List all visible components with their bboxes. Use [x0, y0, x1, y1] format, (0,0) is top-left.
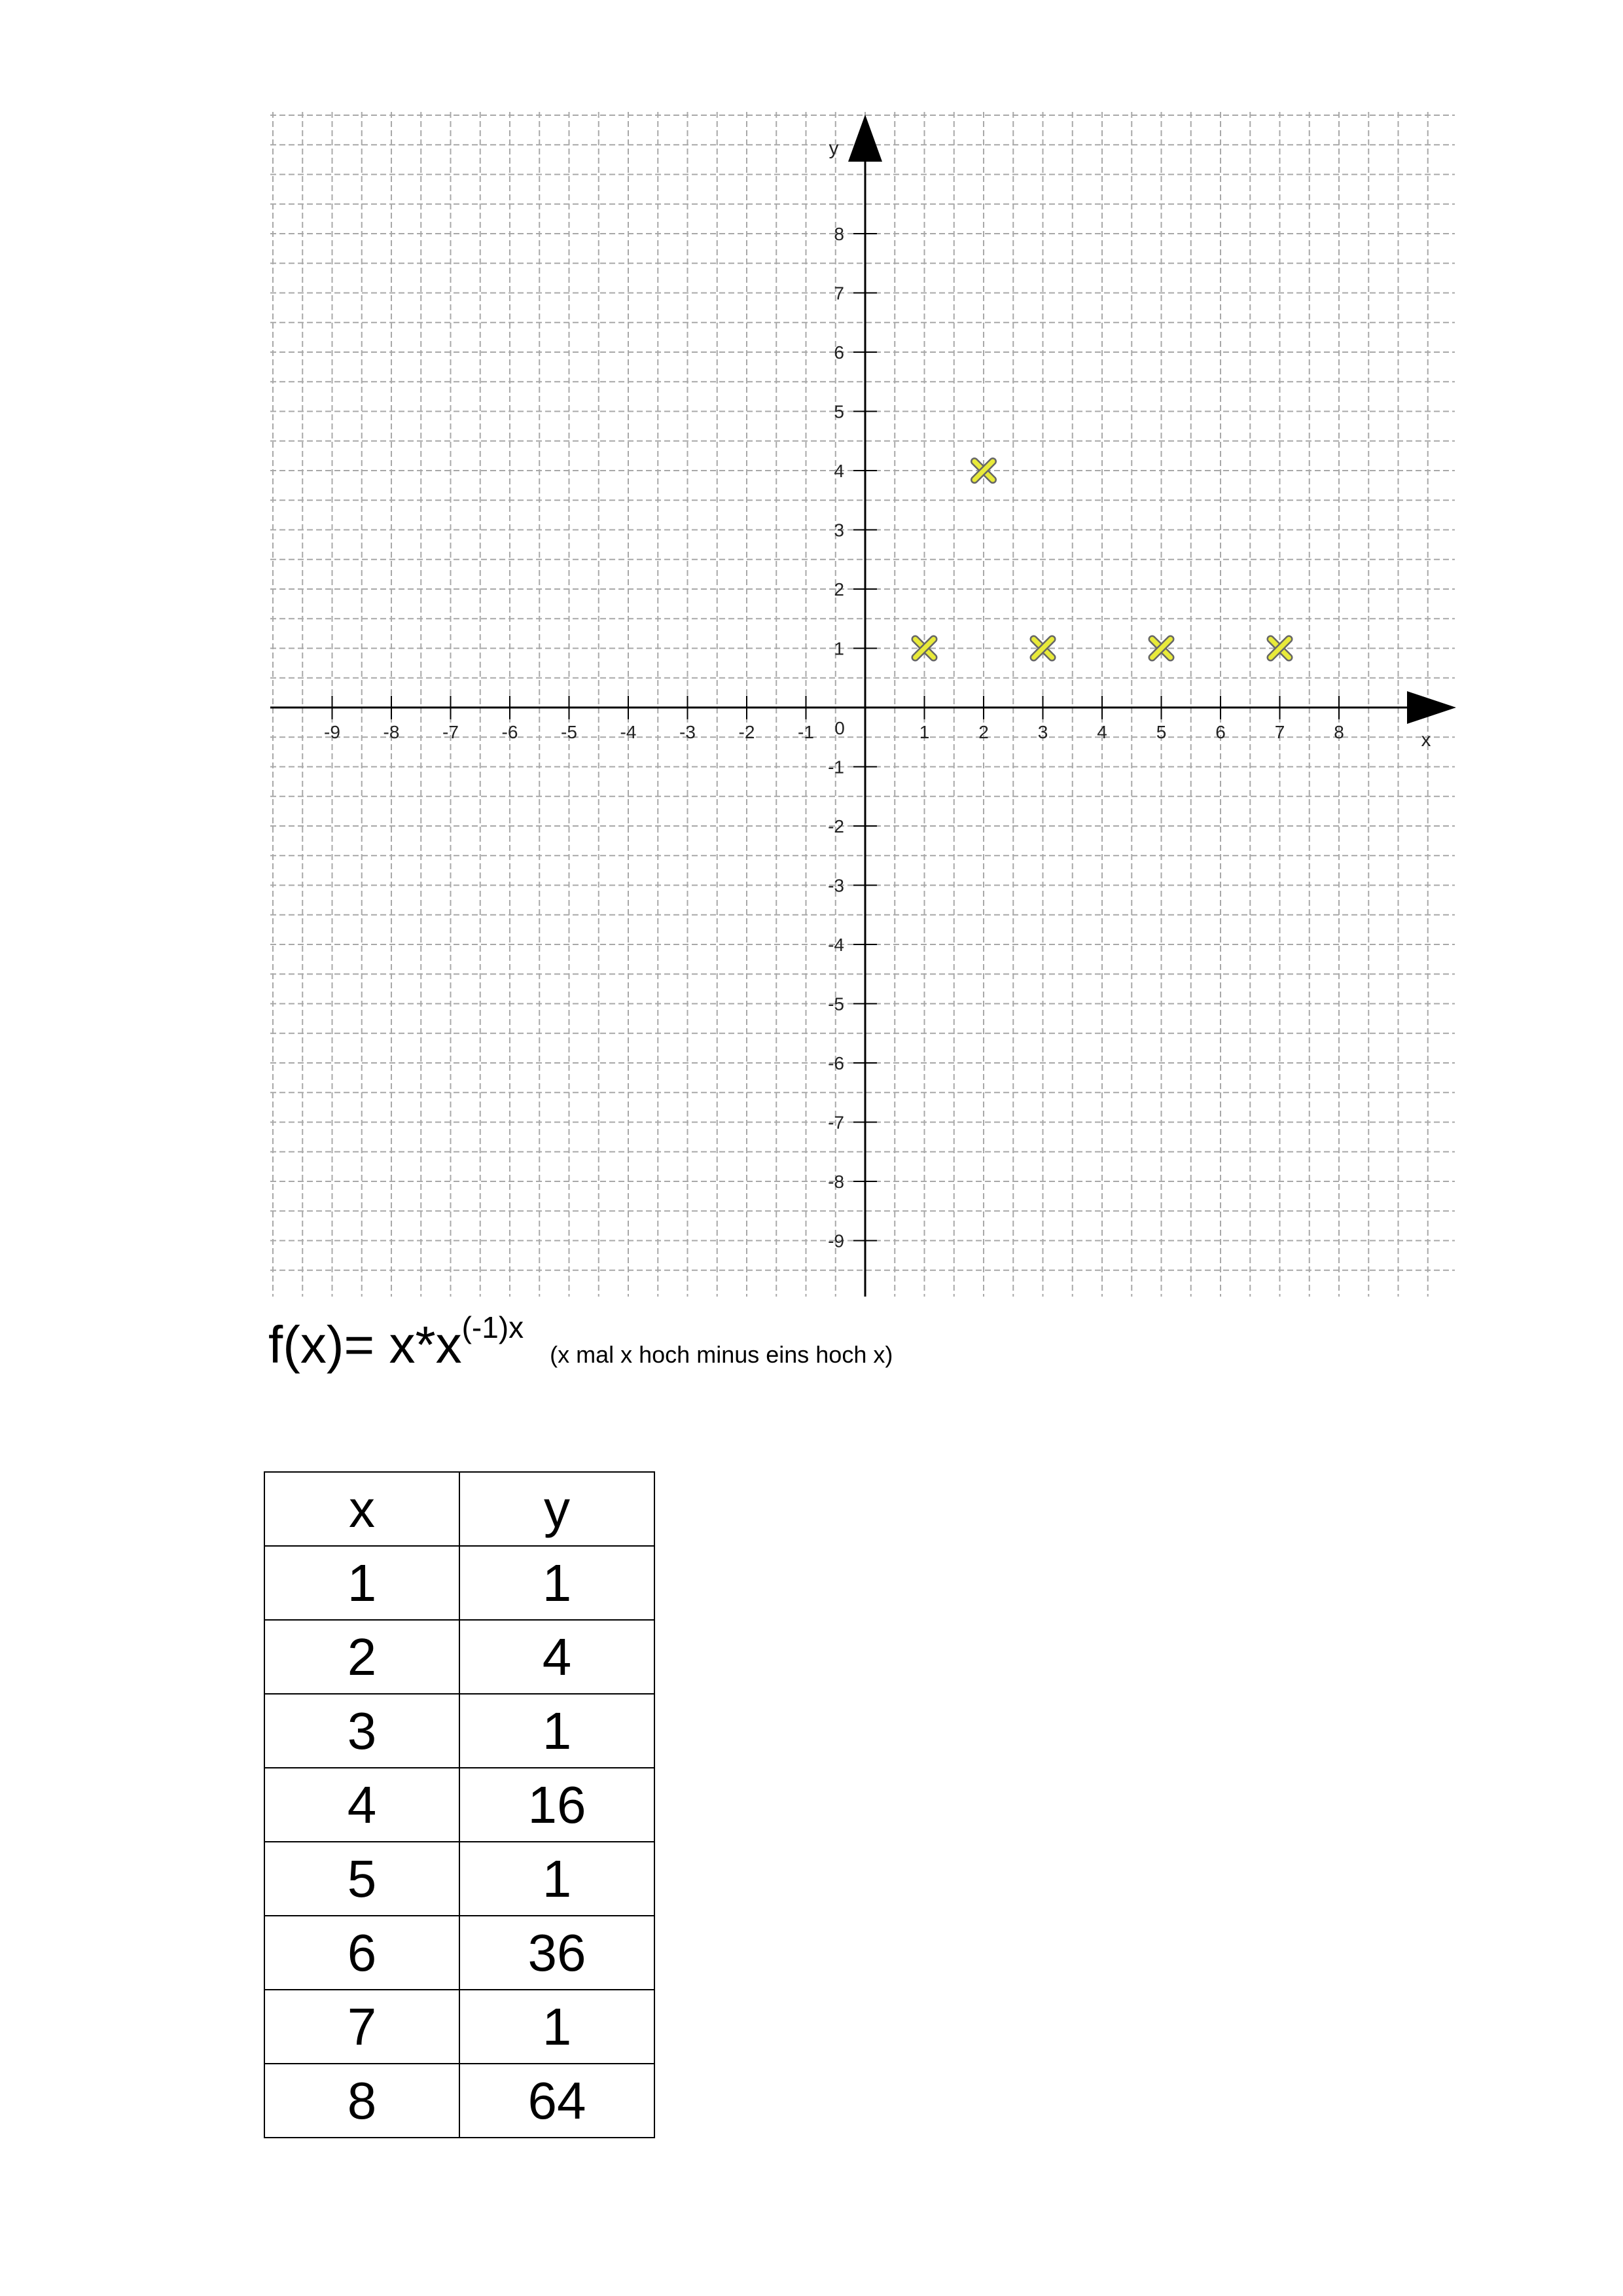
table-row: [264, 1990, 654, 2064]
table-row: [264, 1546, 654, 1620]
x-tick-label: 7: [1274, 722, 1285, 742]
y-tick-label: 3: [834, 520, 844, 541]
y-tick-label: -4: [828, 935, 844, 955]
table-cell: 1: [264, 1546, 459, 1620]
x-tick-label: 4: [1097, 722, 1107, 742]
table-header-cell: x: [264, 1472, 459, 1546]
table-cell: 7: [264, 1990, 459, 2064]
table-row: [264, 1768, 654, 1842]
table-row: [264, 1620, 654, 1694]
table-cell: 1: [459, 1842, 654, 1916]
table-cell: 36: [459, 1916, 654, 1990]
formula-base: f(x)= x*x: [268, 1316, 462, 1374]
x-tick-label: -7: [442, 722, 459, 742]
y-tick-label: -1: [828, 757, 844, 778]
y-axis-arrow: [848, 115, 882, 162]
x-tick-label: 5: [1156, 722, 1167, 742]
y-tick-label: -7: [828, 1112, 844, 1133]
table-row: [264, 2064, 654, 2138]
x-tick-label: 6: [1215, 722, 1226, 742]
y-tick-label: 2: [834, 579, 844, 600]
table-cell: 8: [264, 2064, 459, 2138]
x-tick-label: 8: [1334, 722, 1344, 742]
function-formula: [268, 1310, 893, 1374]
y-tick-label: 1: [834, 638, 844, 659]
y-tick-label: 7: [834, 283, 844, 304]
table-cell: 1: [459, 1694, 654, 1768]
y-axis-label: y: [829, 137, 839, 159]
table-cell: 6: [264, 1916, 459, 1990]
x-axis-label: x: [1421, 729, 1431, 751]
table-row: [264, 1916, 654, 1990]
table-cell: 64: [459, 2064, 654, 2138]
table-cell: 16: [459, 1768, 654, 1842]
y-tick-label: -2: [828, 816, 844, 836]
x-tick-label: -4: [620, 722, 637, 742]
table-cell: 2: [264, 1620, 459, 1694]
y-tick-label: -5: [828, 994, 844, 1014]
formula-exponent: (-1)x: [461, 1310, 524, 1344]
table-header-cell: y: [459, 1472, 654, 1546]
x-axis-arrow: [1407, 691, 1456, 724]
y-tick-label: -9: [828, 1230, 844, 1251]
x-tick-label: -3: [679, 722, 696, 742]
table-cell: 3: [264, 1694, 459, 1768]
formula-note: (x mal x hoch minus eins hoch x): [550, 1341, 893, 1368]
table-cell: 1: [459, 1546, 654, 1620]
formula-expression: [268, 1310, 524, 1374]
x-tick-label: -9: [324, 722, 340, 742]
y-tick-label: 5: [834, 401, 844, 422]
y-tick-label: -6: [828, 1053, 844, 1073]
x-tick-label: -2: [738, 722, 755, 742]
table-cell: 4: [264, 1768, 459, 1842]
y-tick-label: -3: [828, 875, 844, 896]
table-cell: 5: [264, 1842, 459, 1916]
table-header-row: [264, 1472, 654, 1546]
x-tick-label: -8: [383, 722, 400, 742]
value-table: [264, 1471, 655, 2138]
x-tick-label: -5: [561, 722, 577, 742]
table-row: [264, 1694, 654, 1768]
x-tick-label: -6: [501, 722, 518, 742]
y-tick-label: 6: [834, 342, 844, 363]
y-tick-label: 4: [834, 461, 844, 481]
y-tick-label: -8: [828, 1172, 844, 1192]
x-tick-label: 3: [1037, 722, 1048, 742]
x-tick-label: 2: [978, 722, 989, 742]
origin-label: 0: [834, 718, 845, 738]
table-cell: 4: [459, 1620, 654, 1694]
x-tick-label: -1: [798, 722, 814, 742]
x-tick-label: 1: [919, 722, 930, 742]
table-cell: 1: [459, 1990, 654, 2064]
y-tick-label: 8: [834, 224, 844, 244]
table-row: [264, 1842, 654, 1916]
